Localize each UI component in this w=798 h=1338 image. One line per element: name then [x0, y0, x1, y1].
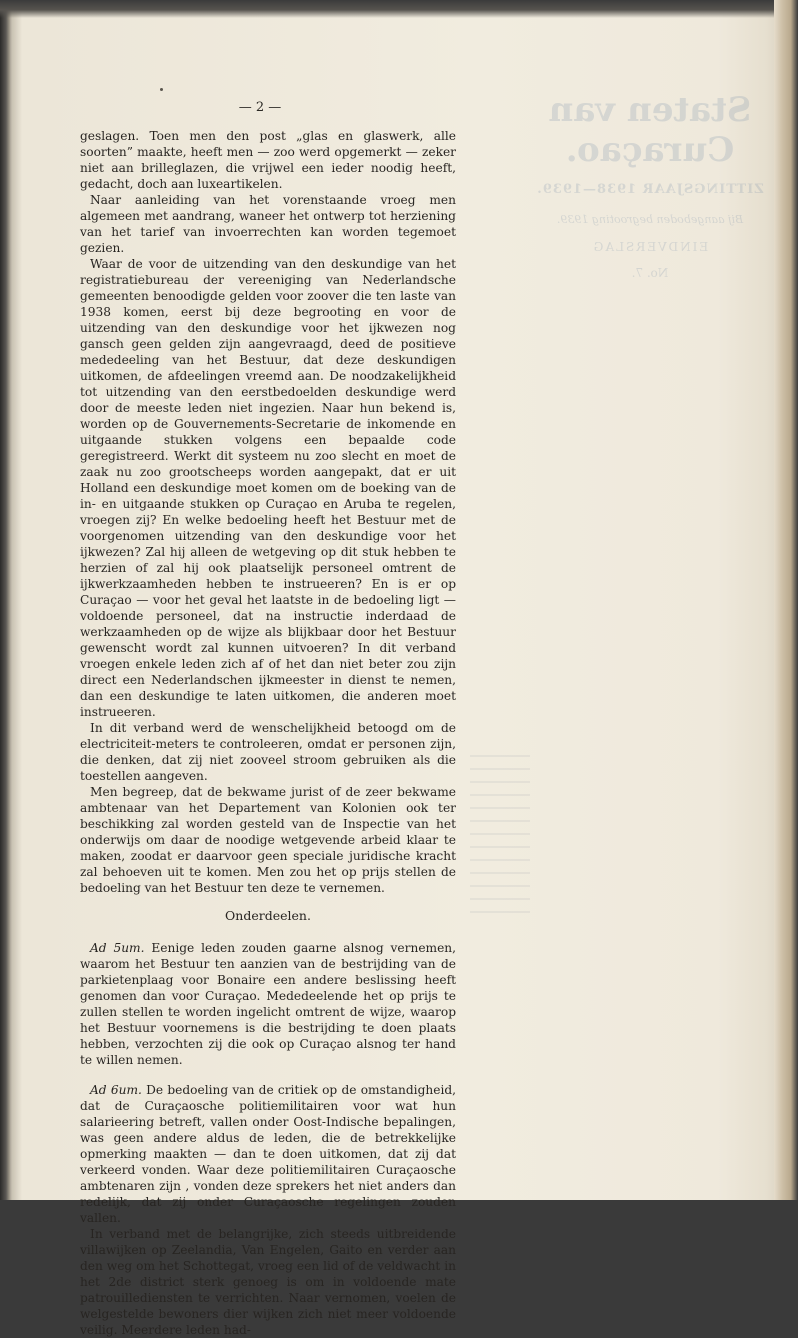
book-spine: [0, 0, 10, 1200]
document-body: [80, 128, 456, 1338]
ad-5um-text: Eenige leden zouden gaarne alsnog vernemen, waarom het Bestuur ten aanzien van de bestrijding van de parkietenplaag voor Bonaire een andere beslissing heeft genomen dan voor Curaçao. Mededeelende het op prijs te zullen stellen te worden ingelicht omtrent de wijze, waarop het Bestuur voornemens is die bestrijding te doen plaats hebben, verzochten zij die ook op Curaçao alsnog ter hand te willen nemen.: [80, 941, 457, 1067]
paragraph-2: Naar aanleiding van het vorenstaande vroeg men algemeen met aandrang, waneer het ontwerp tot herziening van het tarief van invoerrechten kan worden tegemoet gezien.: [80, 193, 456, 255]
page-right-edge: [774, 0, 798, 1200]
paragraph-4: In dit verband werd de wenschelijkheid betoogd om de electriciteit-meters te controleeren, omdat er personen zijn, die denken, dat zij niet zooveel stroom gebruiken als die toestellen aangeven.: [80, 721, 456, 783]
paragraph-ad-6um: [80, 1082, 456, 1226]
ad-6um-text: De bedoeling van de critiek op de omstandigheid, dat de Curaçaosche politiemilitairen voor wat hun salarieering betreft, vallen onder Oost-Indische bepalingen, was geen andere aldus de leden, die de betrekkelijke opmerking maakten — dan te doen uitkomen, dat zij dat verkeerd vonden. Waar deze politiemilitairen Curaçaosche ambtenaren zijn , vonden deze sprekers het niet anders dan redelijk, dat zij onder Curaçaosche regelingen zouden vallen.: [80, 1083, 457, 1225]
ad-6um-label: Ad 6um.: [90, 1083, 142, 1097]
paragraph-last: In verband met de belangrijke, zich steeds uitbreidende villawijken op Zeelandia, Van Engelen, Gaito en verder aan den weg om het Schottegat, vroeg een lid of de veldwacht in het 2de district sterk genoeg is om in voldoende mate patrouillediensten te verrichten. Naar vernomen, voelen de welgestelde bewoners dier wijken zich niet meer voldoende veilig. Meerdere leden had-: [80, 1227, 456, 1337]
page-number: — 2 —: [238, 100, 282, 115]
paragraph-ad-5um: [80, 940, 456, 1068]
paragraph-1: geslagen. Toen men den post „glas en glaswerk, alle soorten” maakte, heeft men — zoo werd opgemerkt — zeker niet aan brilleglazen, die vrijwel een ieder noodig heeft, gedacht, doch aan luxeartikelen.: [80, 129, 456, 191]
paragraph-5: Men begreep, dat de bekwame jurist of de zeer bekwame ambtenaar van het Departement van Kolonien ook ter beschikking zal worden gesteld van de Inspectie van het onderwijs om daar de noodige wetgevende arbeid klaar te maken, zoodat er daarvoor geen speciale juridische kracht zal behoeven uit te komen. Men zou het op prijs stellen de bedoeling van het Bestuur ten deze te vernemen.: [80, 785, 456, 895]
bleed-through-lines: [470, 755, 530, 945]
paragraph-3: Waar de voor de uitzending van den deskundige van het registratiebureau der vereeniging van Nederlandsche gemeenten benoodigde gelden voor zoover die ten laste van 1938 komen, eerst bij deze begrooting en voor de uitzending van den deskundige voor het ijkwezen nog gansch geen gelden zijn aangevraagd, deed de positieve mededeeling van het Bestuur, dat deze deskundigen uitkomen, de afdeelingen vreemd aan. De noodzakelijkheid tot uitzending van den eerstbedoelden deskundige werd door de meeste leden niet ingezien. Naar hun bekend is, worden op de Gouvernements-Secretarie de inkomende en uitgaande stukken volgens een bepaalde code geregistreerd. Werkt dit systeem nu zoo slecht en moet de zaak nu zoo grootscheeps worden aangepakt, dat er uit Holland een deskundige moet komen om de boeking van de in- en uitgaande stukken op Curaçao en Aruba te regelen, vroegen zij? En welke bedoeling heeft het Bestuur met de voorgenomen uitzending van den deskundige voor het ijkwezen? Zal hij alleen de wetgeving op dit stuk hebben te herzien of zal hij ook plaatselijk personeel omtrent de ijkwerkzaamheden hebben te instrueeren? En is er op Curaçao — voor het geval het laatste in de bedoeling ligt — voldoende personeel, dat na instructie inderdaad de werkzaamheden op de wijze als blijkbaar door het Bestuur gewenscht wordt zal kunnen uitvoeren? In dit verband vroegen enkele leden zich af of het dan niet beter zou zijn direct een Nederlandschen ijkmeester in dienst te nemen, dan een deskundige te laten uitkomen, die anderen moet instrueeren.: [80, 257, 456, 719]
ink-speck: [160, 88, 163, 91]
section-heading: Onderdeelen.: [225, 908, 311, 923]
ad-5um-label: Ad 5um.: [90, 941, 145, 955]
scan-top-edge: [0, 0, 798, 18]
bleed-through-text: Staten van Curaçao. ZITTINGSJAAR 1938—1939. Bij aangeboden begrooting 1939. EINDVERSLAG No. 7.: [536, 90, 764, 280]
